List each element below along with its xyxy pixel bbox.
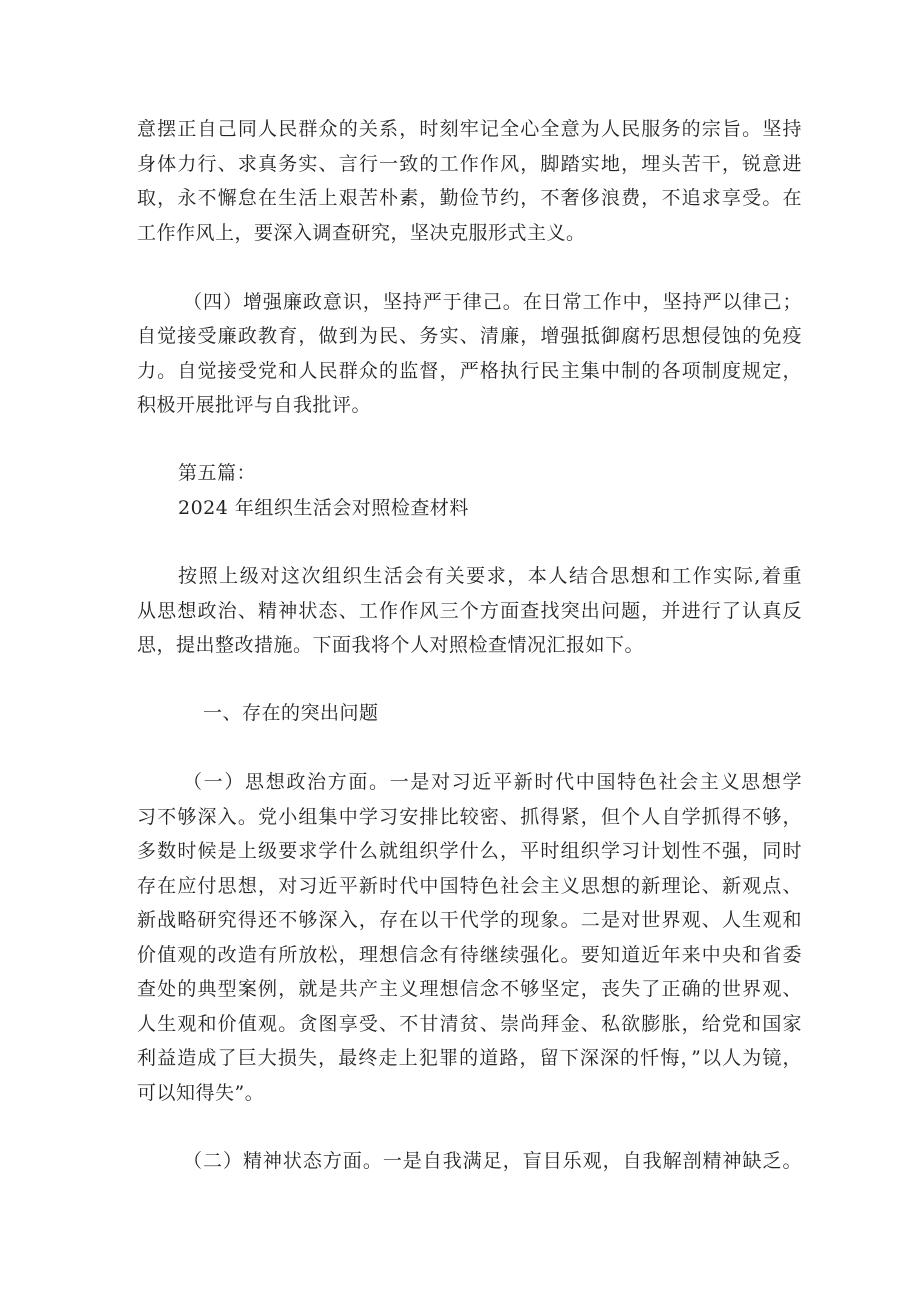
paragraph-line: 取，永不懈怠在生活上艰苦朴素，勤俭节约，不奢侈浪费，不追求享受。在	[137, 187, 802, 209]
paragraph-first-line: 按照上级对这次组织生活会有关要求，本人结合思想和工作实际,着重	[178, 565, 802, 587]
paragraph-line: 可以知得失”。	[137, 1082, 265, 1104]
paragraph-line: 积极开展批评与自我批评。	[137, 394, 372, 416]
paragraph-line: 价值观的改造有所放松，理想信念有待继续强化。要知道近年来中央和省委	[137, 944, 802, 966]
paragraph-line: 思，提出整改措施。下面我将个人对照检查情况汇报如下。	[137, 634, 645, 656]
paragraph-line: 查处的典型案例，就是共产主义理想信念不够坚定，丧失了正确的世界观、	[137, 978, 802, 1000]
chapter-title: 2024 年组织生活会对照检查材料	[178, 497, 469, 519]
paragraph-line: 身体力行、求真务实、言行一致的工作作风，脚踏实地，埋头苦干，锐意进	[137, 153, 802, 175]
paragraph-line: 工作作风上，要深入调查研究，坚决克服形式主义。	[137, 222, 586, 244]
paragraph-line: 多数时候是上级要求学什么就组织学什么，平时组织学习计划性不强，同时	[137, 840, 802, 862]
paragraph-line: 利益造成了巨大损失，最终走上犯罪的道路，留下深深的忏悔，”以人为镜，	[137, 1047, 802, 1069]
paragraph-first-line: （四）增强廉政意识，坚持严于律己。在日常工作中，坚持严以律己；	[183, 291, 802, 313]
paragraph-line: 新战略研究得还不够深入，存在以干代学的现象。二是对世界观、人生观和	[137, 909, 802, 931]
paragraph-line: 意摆正自己同人民群众的关系，时刻牢记全心全意为人民服务的宗旨。坚持	[137, 118, 802, 140]
section-heading: 一、存在的突出问题	[203, 702, 379, 724]
paragraph-first-line: （二）精神状态方面。一是自我满足，盲目乐观，自我解剖精神缺乏。	[183, 1150, 802, 1172]
paragraph-line: 人生观和价值观。贪图享受、不甘清贫、崇尚拜金、私欲膨胀，给党和国家	[137, 1013, 802, 1035]
chapter-label: 第五篇：	[178, 462, 257, 484]
paragraph-line: 习不够深入。党小组集中学习安排比较密、抓得紧，但个人自学抓得不够，	[137, 806, 802, 828]
paragraph-line: 力。自觉接受党和人民群众的监督，严格执行民主集中制的各项制度规定，	[137, 360, 802, 382]
paragraph-line: 存在应付思想，对习近平新时代中国特色社会主义思想的新理论、新观点、	[137, 875, 802, 897]
paragraph-line: 自觉接受廉政教育，做到为民、务实、清廉，增强抵御腐朽思想侵蚀的免疫	[137, 325, 802, 347]
paragraph-first-line: （一）思想政治方面。一是对习近平新时代中国特色社会主义思想学	[183, 771, 802, 793]
paragraph-line: 从思想政治、精神状态、工作作风三个方面查找突出问题，并进行了认真反	[137, 600, 802, 622]
